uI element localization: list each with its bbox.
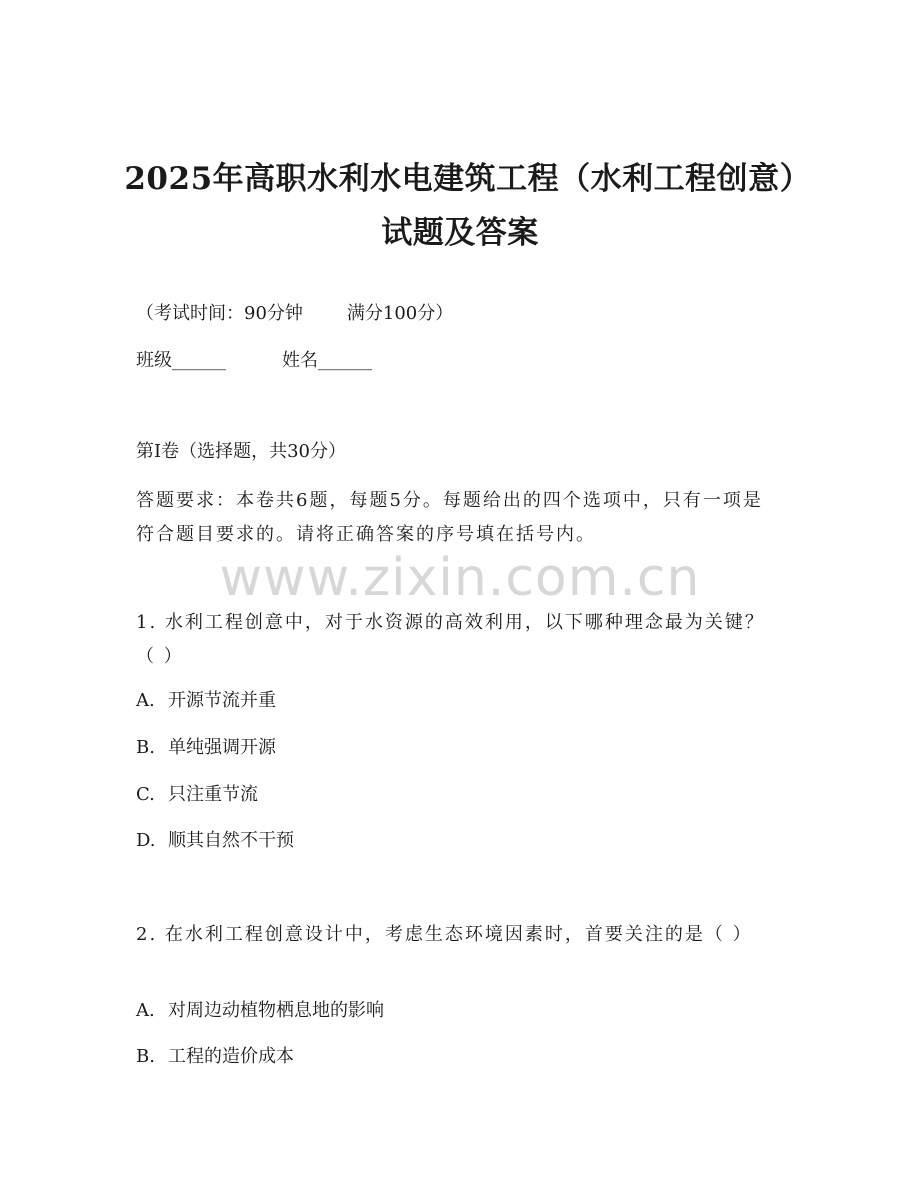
section-instructions: 答题要求：本卷共6题，每题5分。每题给出的四个选项中，只有一项是符合题目要求的。请将正确答案的序号填在括号内。 bbox=[136, 490, 763, 545]
student-fields bbox=[136, 350, 372, 372]
option-letter: B. bbox=[136, 1046, 155, 1067]
option-text: 顺其自然不干预 bbox=[168, 830, 294, 851]
question-1-option-b bbox=[136, 737, 276, 759]
class-field: 班级______ bbox=[136, 350, 226, 371]
option-letter: A. bbox=[136, 690, 155, 711]
question-2-stem bbox=[136, 918, 776, 952]
question-1-option-a bbox=[136, 690, 276, 712]
section-heading: 第I卷（选择题，共30分） bbox=[136, 441, 347, 462]
watermark: www.zixin.com.cn bbox=[219, 548, 701, 608]
question-2-option-a bbox=[136, 1000, 384, 1022]
question-text: 在水利工程创意设计中，考虑生态环境因素时，首要关注的是（ ） bbox=[164, 924, 753, 945]
option-letter: B. bbox=[136, 737, 155, 758]
exam-score: 满分100分） bbox=[346, 303, 454, 324]
option-letter: D. bbox=[136, 830, 156, 851]
exam-time: （考试时间：90分钟 bbox=[136, 303, 303, 324]
question-2-option-b bbox=[136, 1046, 294, 1068]
question-1-stem bbox=[136, 606, 776, 674]
question-number: 2. bbox=[136, 924, 158, 945]
question-text: 水利工程创意中，对于水资源的高效利用，以下哪种理念最为关键？（ ） bbox=[136, 612, 765, 667]
option-letter: C. bbox=[136, 784, 155, 805]
option-text: 对周边动植物栖息地的影响 bbox=[168, 1000, 384, 1021]
option-text: 工程的造价成本 bbox=[168, 1046, 294, 1067]
name-field: 姓名______ bbox=[282, 350, 372, 371]
question-number: 1. bbox=[136, 612, 158, 633]
document-title: 2025年高职水利水电建筑工程（水利工程创意）试题及答案 bbox=[124, 161, 796, 251]
option-text: 单纯强调开源 bbox=[168, 737, 276, 758]
question-1-option-c bbox=[136, 784, 258, 806]
exam-info bbox=[136, 303, 453, 325]
option-letter: A. bbox=[136, 1000, 155, 1021]
option-text: 只注重节流 bbox=[168, 784, 258, 805]
option-text: 开源节流并重 bbox=[168, 690, 276, 711]
question-1-option-d bbox=[136, 830, 294, 852]
